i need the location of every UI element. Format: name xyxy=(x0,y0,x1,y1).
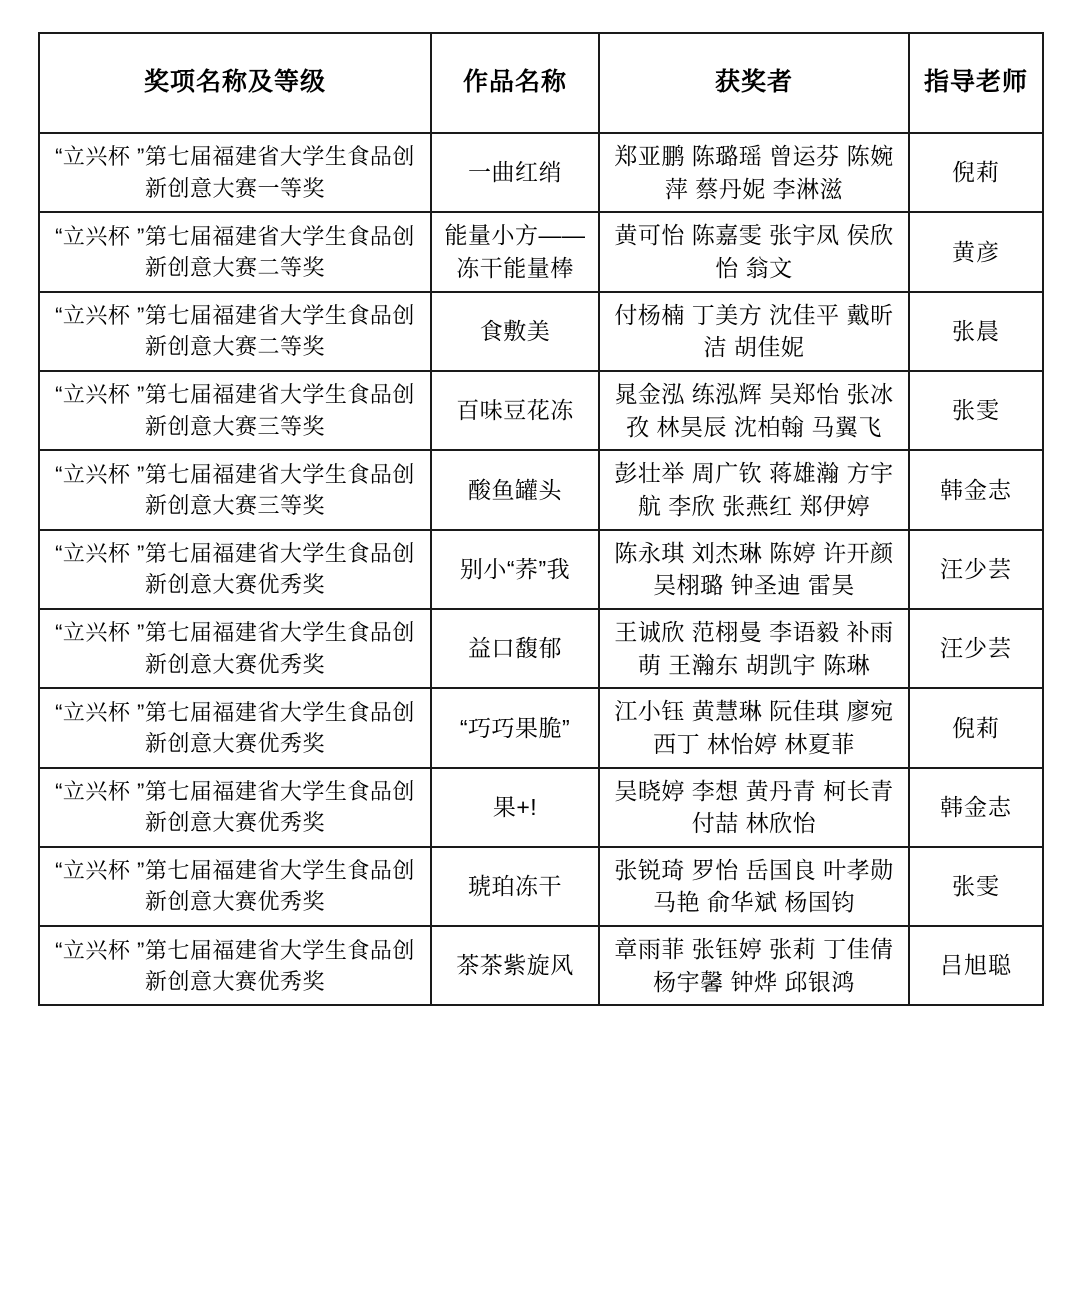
award-name: “立兴杯 ”第七届福建省大学生食品创新创意大赛优秀奖 xyxy=(39,926,431,1005)
winner-names: 付杨楠 丁美方 沈佳平 戴昕洁 胡佳妮 xyxy=(599,292,909,371)
winner-names: 吴晓婷 李想 黄丹青 柯长青 付喆 林欣怡 xyxy=(599,768,909,847)
column-header-work: 作品名称 xyxy=(431,33,599,133)
award-name: “立兴杯 ”第七届福建省大学生食品创新创意大赛二等奖 xyxy=(39,212,431,291)
advisor-name: 张雯 xyxy=(909,371,1043,450)
column-header-winners: 获奖者 xyxy=(599,33,909,133)
advisor-name: 倪莉 xyxy=(909,133,1043,212)
advisor-name: 汪少芸 xyxy=(909,530,1043,609)
winner-names: 黄可怡 陈嘉雯 张宇凤 侯欣怡 翁文 xyxy=(599,212,909,291)
winner-names: 彭壮举 周广钦 蒋雄瀚 方宇航 李欣 张燕红 郑伊婷 xyxy=(599,450,909,529)
award-name: “立兴杯 ”第七届福建省大学生食品创新创意大赛一等奖 xyxy=(39,133,431,212)
advisor-name: 张晨 xyxy=(909,292,1043,371)
table-row xyxy=(39,450,1043,529)
work-name: 别小“荞”我 xyxy=(431,530,599,609)
table-row xyxy=(39,926,1043,1005)
winner-names: 张锐琦 罗怡 岳国良 叶孝勋 马艳 俞华斌 杨国钧 xyxy=(599,847,909,926)
advisor-name: 倪莉 xyxy=(909,688,1043,767)
table-row xyxy=(39,212,1043,291)
work-name: 酸鱼罐头 xyxy=(431,450,599,529)
award-name: “立兴杯 ”第七届福建省大学生食品创新创意大赛优秀奖 xyxy=(39,530,431,609)
work-name: 琥珀冻干 xyxy=(431,847,599,926)
award-name: “立兴杯 ”第七届福建省大学生食品创新创意大赛优秀奖 xyxy=(39,847,431,926)
work-name: 茶茶紫旋风 xyxy=(431,926,599,1005)
award-name: “立兴杯 ”第七届福建省大学生食品创新创意大赛优秀奖 xyxy=(39,768,431,847)
advisor-name: 韩金志 xyxy=(909,768,1043,847)
work-name: 能量小方——冻干能量棒 xyxy=(431,212,599,291)
table-row xyxy=(39,847,1043,926)
winner-names: 陈永琪 刘杰琳 陈婷 许开颜 吴栩璐 钟圣迪 雷昊 xyxy=(599,530,909,609)
advisor-name: 吕旭聪 xyxy=(909,926,1043,1005)
table-row xyxy=(39,688,1043,767)
advisor-name: 汪少芸 xyxy=(909,609,1043,688)
table-row xyxy=(39,768,1043,847)
winner-names: 章雨菲 张钰婷 张莉 丁佳倩 杨宇馨 钟烨 邱银鸿 xyxy=(599,926,909,1005)
award-name: “立兴杯 ”第七届福建省大学生食品创新创意大赛二等奖 xyxy=(39,292,431,371)
award-name: “立兴杯 ”第七届福建省大学生食品创新创意大赛优秀奖 xyxy=(39,609,431,688)
advisor-name: 黄彦 xyxy=(909,212,1043,291)
table-row xyxy=(39,371,1043,450)
award-name: “立兴杯 ”第七届福建省大学生食品创新创意大赛三等奖 xyxy=(39,450,431,529)
column-header-award: 奖项名称及等级 xyxy=(39,33,431,133)
column-header-teacher: 指导老师 xyxy=(909,33,1043,133)
advisor-name: 张雯 xyxy=(909,847,1043,926)
award-list-table xyxy=(38,32,1044,1006)
work-name: 益口馥郁 xyxy=(431,609,599,688)
work-name: 果+! xyxy=(431,768,599,847)
award-name: “立兴杯 ”第七届福建省大学生食品创新创意大赛三等奖 xyxy=(39,371,431,450)
table-header-row xyxy=(39,33,1043,133)
work-name: 一曲红绡 xyxy=(431,133,599,212)
table-row xyxy=(39,609,1043,688)
work-name: 百味豆花冻 xyxy=(431,371,599,450)
table-row xyxy=(39,530,1043,609)
winner-names: 江小钰 黄慧琳 阮佳琪 廖宛西丁 林怡婷 林夏菲 xyxy=(599,688,909,767)
table-row xyxy=(39,133,1043,212)
work-name: “巧巧果脆” xyxy=(431,688,599,767)
work-name: 食敷美 xyxy=(431,292,599,371)
table-row xyxy=(39,292,1043,371)
advisor-name: 韩金志 xyxy=(909,450,1043,529)
award-name: “立兴杯 ”第七届福建省大学生食品创新创意大赛优秀奖 xyxy=(39,688,431,767)
winner-names: 郑亚鹏 陈璐瑶 曾运芬 陈婉萍 蔡丹妮 李淋滋 xyxy=(599,133,909,212)
winner-names: 王诚欣 范栩曼 李语毅 补雨萌 王瀚东 胡凯宇 陈琳 xyxy=(599,609,909,688)
winner-names: 晁金泓 练泓辉 吴郑怡 张冰孜 林昊辰 沈柏翰 马翼飞 xyxy=(599,371,909,450)
